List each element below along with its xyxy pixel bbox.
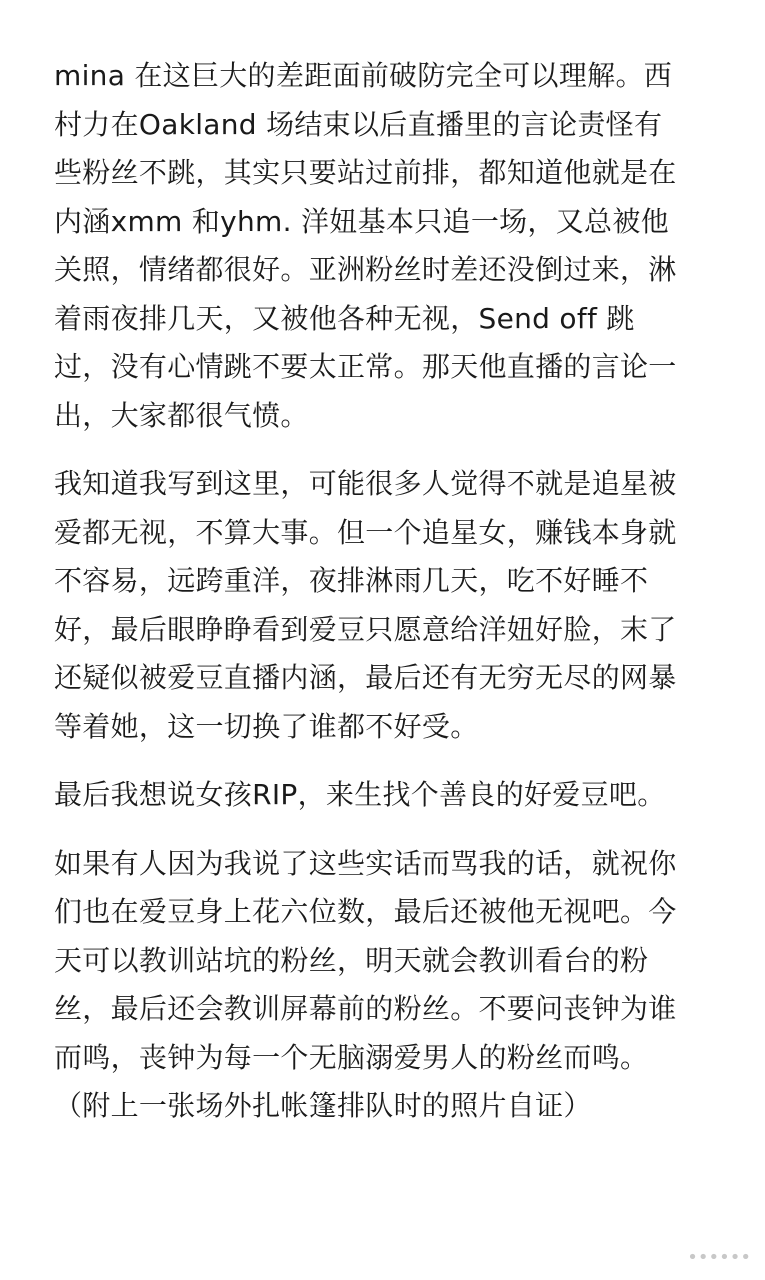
paragraph-1 — [54, 52, 734, 440]
text-line: 村力在Oakland 场结束以后直播里的言论责怪有 — [54, 107, 663, 141]
article-body — [54, 52, 734, 1151]
text-line: 我知道我写到这里，可能很多人觉得不就是追星被 — [54, 467, 677, 500]
text-line: 还疑似被爱豆直播内涵，最后还有无穷无尽的网暴 — [54, 661, 677, 694]
text-line: 过，没有心情跳不要太正常。那天他直播的言论一 — [54, 350, 677, 383]
text-line: 最后我想说女孩RIP，来生找个善良的好爱豆吧。 — [54, 778, 666, 811]
text-line: 丝，最后还会教训屏幕前的粉丝。不要问丧钟为谁 — [54, 992, 677, 1025]
watermark: •••••• — [687, 1247, 751, 1268]
text-line: 爱都无视，不算大事。但一个追星女，赚钱本身就 — [54, 515, 677, 549]
text-line: 出，大家都很气愤。 — [54, 398, 309, 432]
paragraph-4 — [54, 840, 734, 1131]
text-line: 着雨夜排几天，又被他各种无视，Send off 跳 — [54, 301, 635, 335]
text-line: 不容易，远跨重洋，夜排淋雨几天，吃不好睡不 — [54, 564, 649, 597]
paragraph-3 — [54, 771, 734, 820]
text-line: 天可以教训站坑的粉丝，明天就会教训看台的粉 — [54, 943, 649, 977]
text-line: mina 在这巨大的差距面前破防完全可以理解。西 — [54, 59, 673, 92]
text-line: 等着她，这一切换了谁都不好受。 — [54, 709, 479, 743]
text-line: 如果有人因为我说了这些实话而骂我的话，就祝你 — [54, 846, 677, 880]
text-line: 而鸣，丧钟为每一个无脑溺爱男人的粉丝而鸣。 — [54, 1040, 649, 1074]
text-line: 们也在爱豆身上花六位数，最后还被他无视吧。今 — [54, 895, 677, 928]
text-line: 好，最后眼睁睁看到爱豆只愿意给洋妞好脸，末了 — [54, 612, 677, 646]
text-line: 些粉丝不跳，其实只要站过前排，都知道他就是在 — [54, 156, 677, 189]
text-line: 内涵xmm 和yhm. 洋妞基本只追一场，又总被他 — [54, 204, 669, 238]
text-line: （附上一张场外扎帐篷排队时的照片自证） — [54, 1089, 592, 1122]
text-line: 关照，情绪都很好。亚洲粉丝时差还没倒过来，淋 — [54, 253, 677, 286]
paragraph-2 — [54, 460, 734, 751]
